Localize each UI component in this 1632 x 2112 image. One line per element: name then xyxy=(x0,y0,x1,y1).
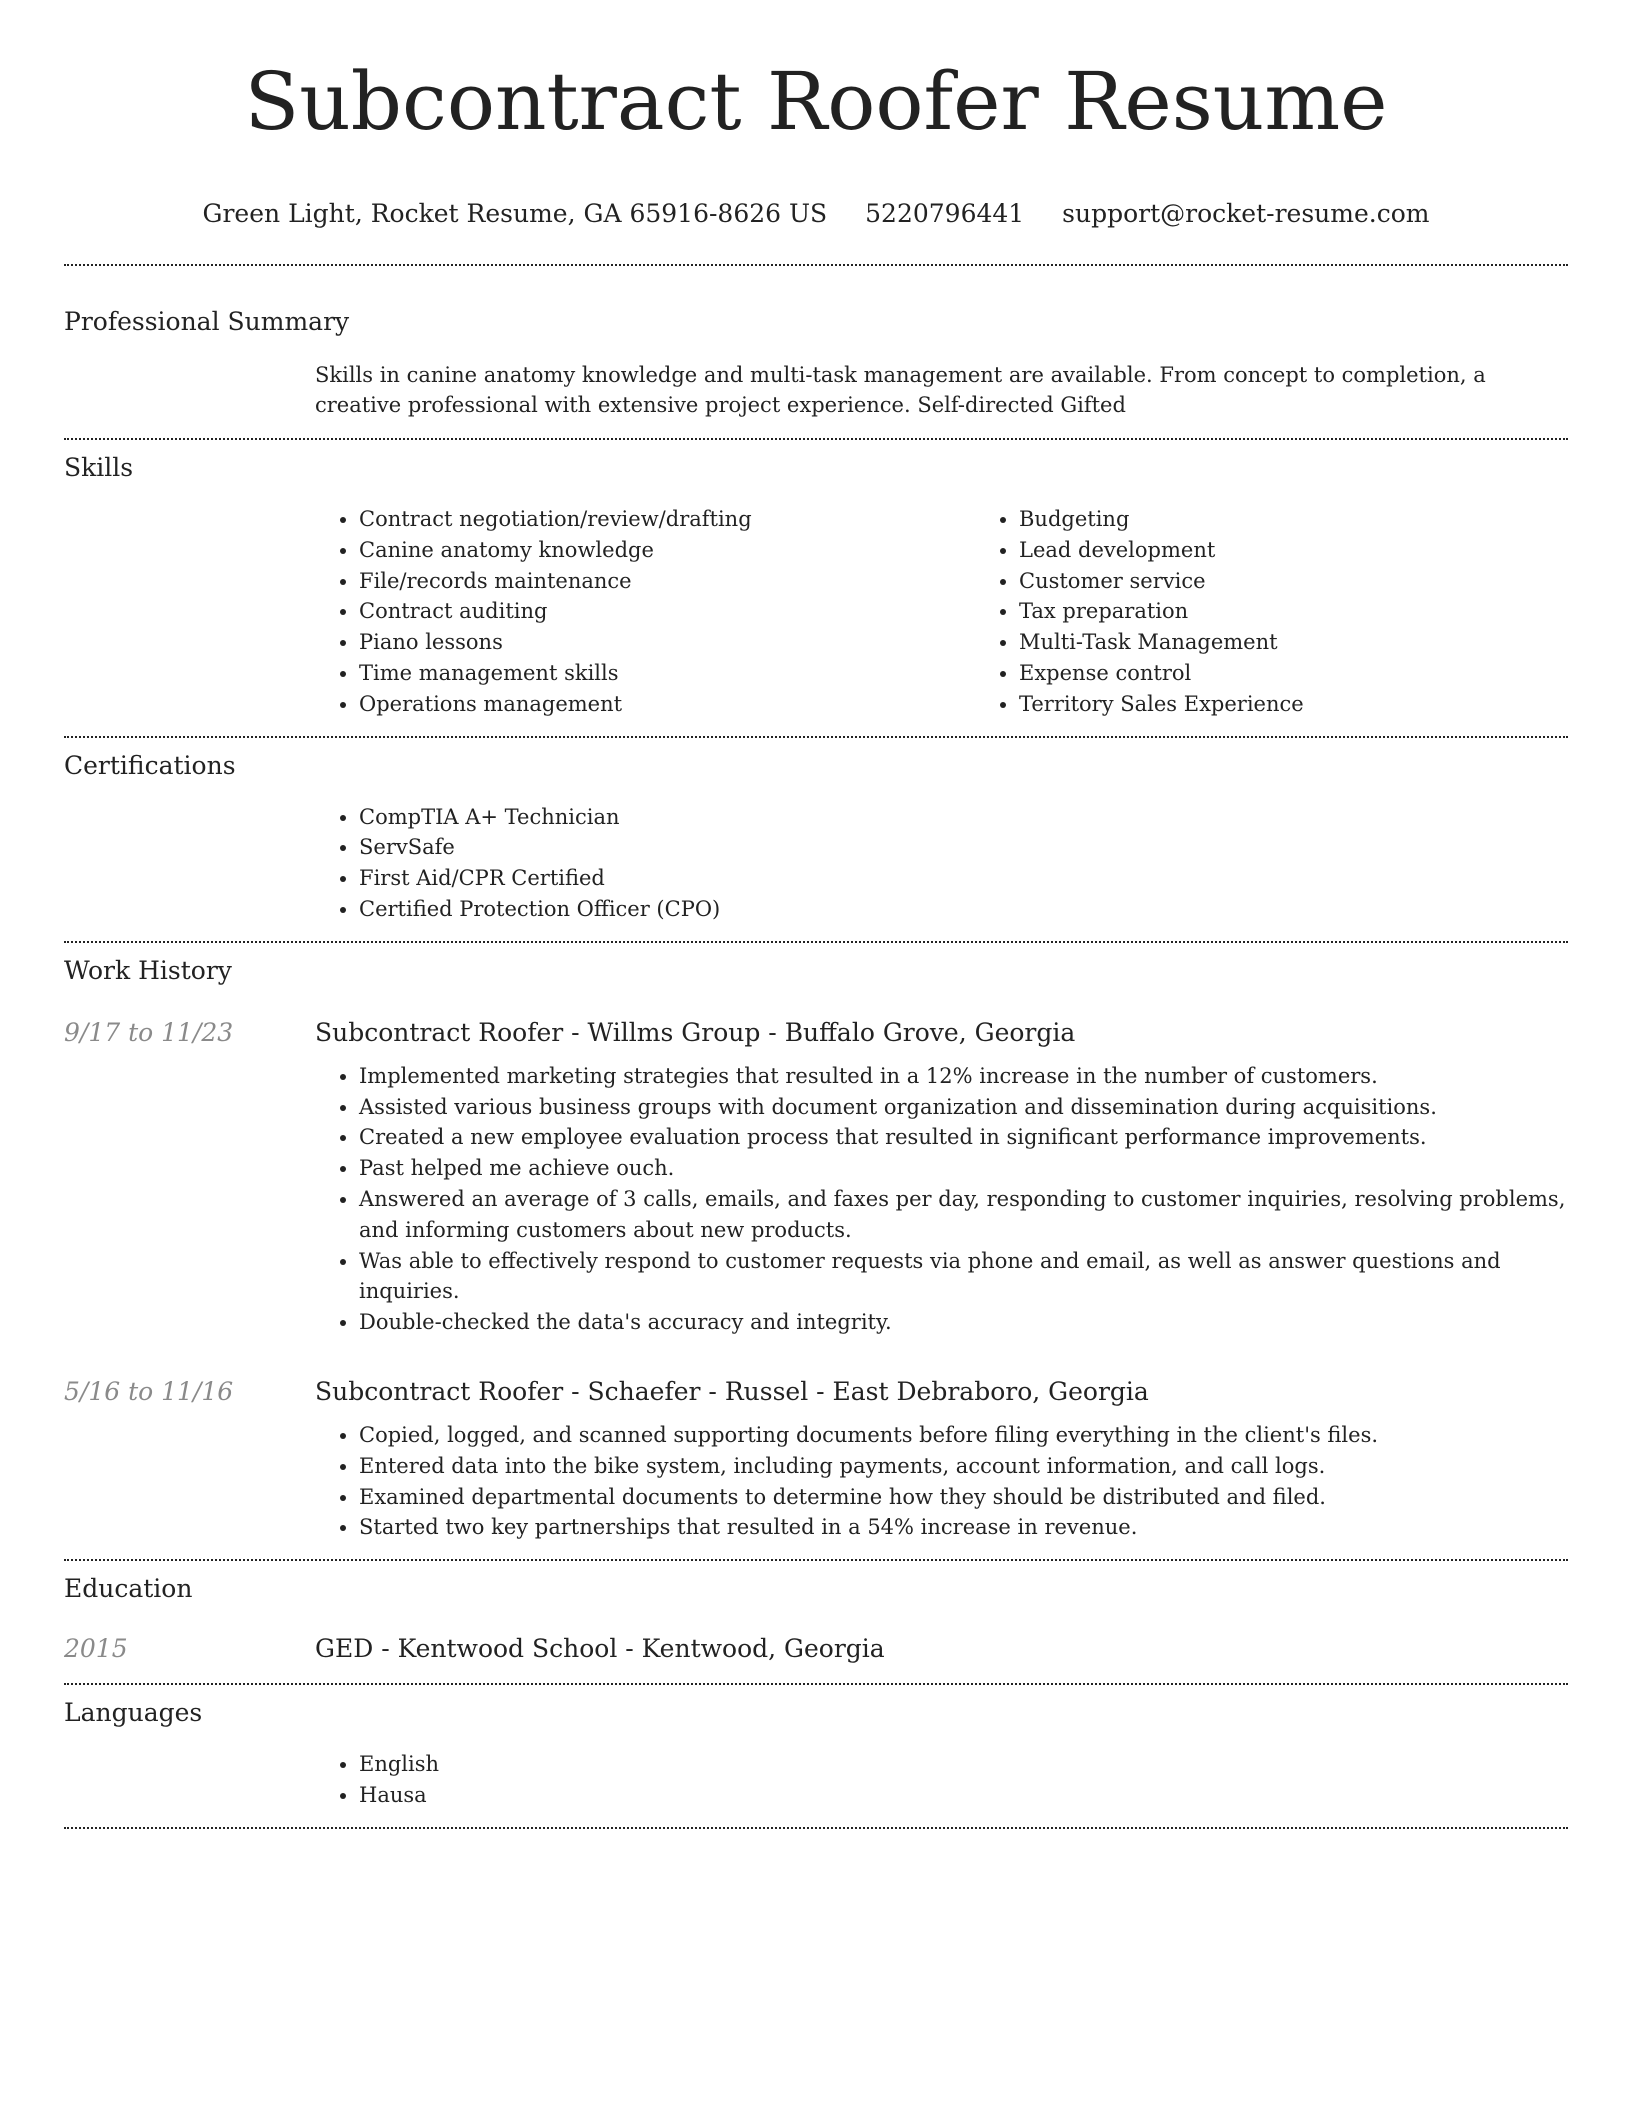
languages-section xyxy=(64,1685,1568,1827)
education-section xyxy=(64,1561,1568,1669)
summary-text: Skills in canine anatomy knowledge and multi-task management are available. From concept to completion, a creative professional with extensive project experience. Self-directed Gifted xyxy=(315,363,1486,417)
work-entry-header xyxy=(64,1372,1568,1412)
work-entry-title: Subcontract Roofer - Willms Group - Buffalo Grove, Georgia xyxy=(315,1017,1076,1047)
contact-line xyxy=(64,198,1568,230)
certifications-heading: Certifications xyxy=(64,750,236,780)
languages-heading: Languages xyxy=(64,1698,203,1728)
section-divider xyxy=(64,1827,1568,1829)
work-entry-date: 5/16 to 11/16 xyxy=(64,1376,234,1406)
list-item: • Expense control xyxy=(1019,658,1632,689)
list-item: • Multi-Task Management xyxy=(1019,627,1632,658)
list-item: • Hausa xyxy=(359,1780,1568,1811)
list-item: • File/records maintenance xyxy=(359,566,975,597)
summary-section xyxy=(64,266,1568,420)
list-item: • Created a new employee evaluation process that resulted in significant performance improvements. xyxy=(359,1122,1568,1153)
list-item: • CompTIA A+ Technician xyxy=(359,802,1568,833)
list-item: • Started two key partnerships that resulted in a 54% increase in revenue. xyxy=(359,1512,1568,1543)
list-item: • Operations management xyxy=(359,689,975,720)
contact-email: support@rocket-resume.com xyxy=(1062,199,1430,228)
list-item: • Tax preparation xyxy=(1019,596,1632,627)
resume-title: Subcontract Roofer Resume xyxy=(244,55,1388,148)
summary-heading: Professional Summary xyxy=(64,307,350,336)
work-history-heading: Work History xyxy=(64,955,232,985)
list-item: • Double-checked the data's accuracy and integrity. xyxy=(359,1307,1568,1338)
certifications-section xyxy=(64,738,1568,941)
list-item: • Copied, logged, and scanned supporting documents before filing everything in the client's files. xyxy=(359,1420,1568,1451)
skills-section xyxy=(64,440,1568,736)
contact-phone: 5220796441 xyxy=(865,199,1025,228)
list-item: • Was able to effectively respond to customer requests via phone and email, as well as answer questions and inquiries. xyxy=(359,1246,1568,1308)
list-item: • Time management skills xyxy=(359,658,975,689)
list-item: • Contract negotiation/review/drafting xyxy=(359,504,975,535)
skills-list-right xyxy=(975,504,1632,720)
resume-header xyxy=(64,0,1568,230)
list-item: • Assisted various business groups with document organization and dissemination during acquisitions. xyxy=(359,1092,1568,1123)
contact-address: Green Light, Rocket Resume, GA 65916-8626 US xyxy=(202,199,828,228)
education-heading: Education xyxy=(64,1574,193,1604)
work-entry-bullets xyxy=(315,1412,1568,1543)
list-item: • Contract auditing xyxy=(359,596,975,627)
list-item: • Canine anatomy knowledge xyxy=(359,535,975,566)
languages-list xyxy=(315,1749,1568,1811)
work-entry-title: Subcontract Roofer - Schaefer - Russel - East Debraboro, Georgia xyxy=(315,1376,1149,1406)
work-history-section xyxy=(64,943,1568,1559)
education-entry xyxy=(64,1629,1568,1669)
list-item: • Customer service xyxy=(1019,566,1632,597)
skills-columns xyxy=(315,504,1568,720)
skills-heading: Skills xyxy=(64,453,134,482)
list-item: • First Aid/CPR Certified xyxy=(359,863,1568,894)
list-item: • Territory Sales Experience xyxy=(1019,689,1632,720)
work-entry-header xyxy=(64,1013,1568,1053)
list-item: • Examined departmental documents to determine how they should be distributed and filed. xyxy=(359,1482,1568,1513)
list-item: • Past helped me achieve ouch. xyxy=(359,1153,1568,1184)
list-item: • Entered data into the bike system, including payments, account information, and call logs. xyxy=(359,1451,1568,1482)
education-date: 2015 xyxy=(64,1634,128,1664)
list-item: • Implemented marketing strategies that resulted in a 12% increase in the number of customers. xyxy=(359,1061,1568,1092)
certifications-list xyxy=(315,802,1568,925)
list-item: • Budgeting xyxy=(1019,504,1632,535)
list-item: • Piano lessons xyxy=(359,627,975,658)
list-item: • Certified Protection Officer (CPO) xyxy=(359,894,1568,925)
education-title: GED - Kentwood School - Kentwood, Georgia xyxy=(315,1634,885,1664)
list-item: • Lead development xyxy=(1019,535,1632,566)
work-entry-bullets xyxy=(315,1053,1568,1338)
list-item: • Answered an average of 3 calls, emails, and faxes per day, responding to customer inquiries, resolving problems, and informing customers about new products. xyxy=(359,1184,1568,1246)
skills-list-left xyxy=(315,504,975,720)
list-item: • ServSafe xyxy=(359,832,1568,863)
list-item: • English xyxy=(359,1749,1568,1780)
work-entry-date: 9/17 to 11/23 xyxy=(64,1017,234,1047)
